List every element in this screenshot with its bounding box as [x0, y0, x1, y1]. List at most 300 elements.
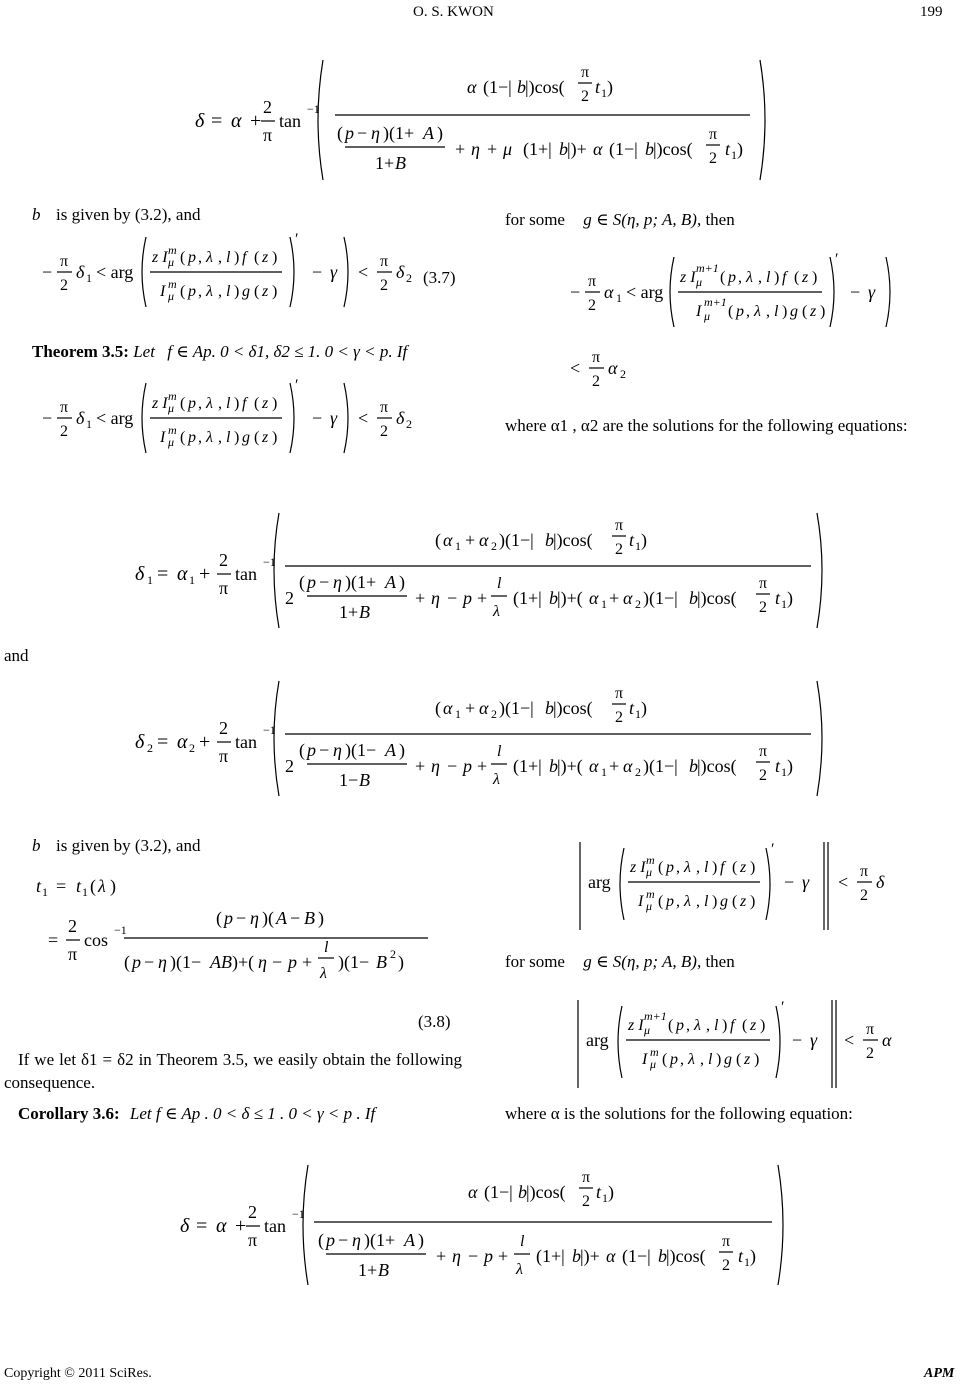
svg-text:): ): [774, 269, 780, 286]
svg-text:η: η: [258, 952, 267, 972]
theorem-3-5-label: Theorem 3.5:: [32, 342, 129, 361]
svg-text:< arg: < arg: [96, 408, 134, 428]
svg-text:)(1−|: )(1−|: [643, 588, 678, 608]
svg-text:,: ,: [198, 249, 202, 266]
svg-text:,: ,: [218, 429, 222, 446]
svg-text:α: α: [177, 563, 188, 585]
svg-text:,: ,: [686, 1017, 690, 1034]
svg-text:m+1: m+1: [704, 295, 727, 309]
svg-text:): ): [272, 395, 278, 412]
svg-text:(: (: [299, 740, 305, 760]
svg-text:α: α: [606, 1246, 616, 1266]
svg-text:m+1: m+1: [696, 261, 719, 275]
svg-text:)(1−: )(1−: [170, 952, 202, 972]
svg-text:p: p: [676, 1017, 684, 1034]
svg-text:(: (: [180, 283, 186, 300]
svg-text:b: b: [518, 1182, 527, 1202]
svg-text:λ: λ: [206, 283, 213, 300]
svg-text:−: −: [42, 408, 53, 428]
svg-text:λ: λ: [684, 893, 691, 910]
svg-text:): ): [272, 249, 278, 266]
svg-text:+: +: [477, 756, 488, 776]
svg-text:l: l: [497, 743, 502, 760]
class-membership-2: g ∈ S(η, p; A, B): [583, 952, 697, 971]
svg-text:+: +: [302, 952, 313, 972]
svg-text:(: (: [794, 269, 800, 286]
svg-text:g: g: [242, 283, 250, 300]
svg-text:π: π: [709, 126, 718, 143]
svg-text:λ: λ: [516, 1261, 523, 1278]
svg-text:(1+|: (1+|: [536, 1246, 565, 1266]
svg-text:tan: tan: [235, 732, 257, 752]
svg-text:′: ′: [835, 251, 839, 268]
for-some-line-1: [505, 210, 735, 230]
svg-text:t: t: [738, 1246, 744, 1266]
svg-text:1+: 1+: [358, 1260, 378, 1280]
svg-text:μ: μ: [168, 401, 175, 415]
svg-text:l: l: [497, 575, 502, 592]
svg-text:μ: μ: [650, 1057, 657, 1071]
svg-text:,: ,: [758, 269, 762, 286]
svg-text:α: α: [479, 530, 489, 550]
svg-text:α: α: [623, 588, 633, 608]
svg-text:α: α: [882, 1030, 892, 1050]
svg-text:): ): [272, 283, 278, 300]
svg-text:2: 2: [380, 277, 388, 294]
svg-text:π: π: [248, 1230, 258, 1250]
svg-text:p: p: [463, 588, 472, 608]
svg-text:b: b: [549, 588, 558, 608]
svg-text:g: g: [724, 1051, 732, 1068]
svg-text:μ: μ: [168, 289, 175, 303]
svg-text:2: 2: [581, 88, 589, 105]
svg-text:z: z: [740, 893, 747, 910]
footer-copyright: Copyright © 2011 SciRes.: [4, 1366, 152, 1381]
svg-text:−: −: [272, 952, 283, 972]
svg-text:B: B: [378, 1260, 389, 1280]
svg-text:+: +: [235, 1215, 247, 1237]
svg-text:π: π: [592, 349, 601, 366]
svg-text:λ: λ: [754, 303, 761, 320]
svg-text:): ): [110, 876, 116, 896]
svg-text:)(1−: )(1−: [338, 952, 370, 972]
svg-text:2: 2: [582, 1193, 590, 1210]
svg-text:B: B: [359, 602, 370, 622]
svg-text:+: +: [465, 530, 476, 550]
then-text-2: , then: [696, 952, 735, 971]
for-some-text-1: for some: [505, 210, 565, 229]
svg-text:−1: −1: [292, 1207, 305, 1221]
svg-text:2: 2: [285, 756, 294, 776]
svg-text:′: ′: [295, 377, 299, 394]
svg-text:,: ,: [218, 249, 222, 266]
svg-text:−1: −1: [263, 555, 276, 569]
svg-text:=: =: [48, 930, 59, 950]
svg-text:2: 2: [189, 741, 195, 755]
svg-text:+: +: [415, 588, 426, 608]
svg-text:δ: δ: [876, 872, 885, 892]
svg-text:tan: tan: [235, 564, 257, 584]
svg-text:η: η: [352, 1230, 361, 1250]
svg-text:−: −: [42, 262, 53, 282]
svg-text:−: −: [447, 588, 458, 608]
svg-text:π: π: [380, 253, 389, 270]
svg-text:π: π: [582, 1169, 591, 1186]
svg-text:< arg: < arg: [626, 282, 664, 302]
svg-text:A: A: [385, 572, 396, 592]
svg-text:2: 2: [615, 541, 623, 558]
equation-delta-1: [135, 508, 835, 633]
svg-text:,: ,: [700, 1051, 704, 1068]
svg-text:λ: λ: [493, 771, 500, 788]
theorem-3-5-let: Let: [133, 342, 155, 361]
b-given-text-1: is given by (3.2), and: [56, 205, 201, 224]
svg-text:2: 2: [248, 1202, 257, 1222]
svg-text:=: =: [56, 876, 67, 896]
svg-text:z: z: [744, 1051, 751, 1068]
equation-delta-2: [135, 676, 835, 801]
svg-text:): ): [234, 283, 240, 300]
svg-text:,: ,: [766, 303, 770, 320]
svg-text:l: l: [324, 939, 329, 956]
svg-text:A: A: [423, 123, 434, 143]
svg-text:1: 1: [635, 539, 641, 553]
svg-text:−1: −1: [263, 723, 276, 737]
svg-text:1: 1: [455, 707, 461, 721]
svg-text:f: f: [242, 249, 247, 266]
svg-text:p: p: [736, 303, 744, 320]
svg-text:t: t: [596, 1182, 602, 1202]
svg-text:,: ,: [696, 859, 700, 876]
then-text-1: , then: [696, 210, 735, 229]
svg-text:2: 2: [588, 297, 596, 314]
svg-text:′: ′: [781, 999, 785, 1016]
svg-text:(: (: [180, 249, 186, 266]
svg-text:)(1+: )(1+: [345, 572, 377, 592]
svg-text:(1−|: (1−|: [609, 139, 638, 159]
svg-text:μ: μ: [644, 1023, 651, 1037]
svg-text:t: t: [775, 588, 781, 608]
theorem-3-5-line: [32, 342, 407, 362]
svg-text:−: −: [792, 1030, 803, 1050]
svg-text:(: (: [732, 859, 738, 876]
svg-text:μ: μ: [168, 255, 175, 269]
svg-text:,: ,: [218, 283, 222, 300]
svg-text:(1+|: (1+|: [513, 756, 542, 776]
svg-text:p: p: [326, 1230, 335, 1250]
svg-text:−: −: [850, 282, 861, 302]
svg-text:π: π: [759, 575, 768, 592]
svg-text:b: b: [689, 588, 698, 608]
svg-text:1+: 1+: [375, 153, 395, 173]
svg-text:|)+(: |)+(: [557, 588, 583, 608]
svg-text:l: l: [226, 395, 231, 412]
equation-3-8: [36, 868, 476, 988]
svg-text:α: α: [216, 1215, 227, 1237]
svg-text:=: =: [157, 731, 169, 753]
svg-text:π: π: [60, 399, 69, 416]
svg-text:α: α: [593, 139, 603, 159]
svg-text:b: b: [658, 1246, 667, 1266]
svg-text:l: l: [520, 1233, 525, 1250]
svg-text:(1−|: (1−|: [483, 77, 512, 97]
svg-text:< arg: < arg: [96, 262, 134, 282]
svg-text:m: m: [168, 389, 177, 403]
svg-text:p: p: [670, 1051, 678, 1068]
svg-text:I: I: [638, 893, 644, 910]
svg-text:(: (: [802, 303, 808, 320]
svg-text:,: ,: [198, 283, 202, 300]
svg-text:2: 2: [759, 767, 767, 784]
svg-text:|)cos(: |)cos(: [697, 588, 737, 608]
svg-text:|)+(: |)+(: [557, 756, 583, 776]
svg-text:): ): [787, 756, 793, 776]
svg-text:(: (: [736, 1051, 742, 1068]
equation-3-7: [42, 232, 462, 312]
svg-text:2: 2: [68, 916, 77, 936]
svg-text:−: −: [290, 908, 301, 928]
svg-text:(: (: [180, 429, 186, 446]
svg-text:1: 1: [86, 271, 92, 285]
svg-text:(: (: [742, 1017, 748, 1034]
svg-text:π: π: [866, 1021, 875, 1038]
svg-text:δ: δ: [135, 731, 145, 753]
svg-text:l: l: [226, 429, 231, 446]
svg-text:)(1−|: )(1−|: [499, 530, 534, 550]
svg-text:B: B: [304, 908, 315, 928]
svg-text:p: p: [666, 859, 674, 876]
svg-text:): ): [234, 429, 240, 446]
svg-text:μ: μ: [168, 435, 175, 449]
svg-text:η: η: [250, 908, 259, 928]
svg-text:−1: −1: [307, 102, 320, 116]
svg-text:+: +: [465, 698, 476, 718]
svg-text:,: ,: [680, 1051, 684, 1068]
svg-text:,: ,: [706, 1017, 710, 1034]
svg-text:2: 2: [60, 423, 68, 440]
svg-text:p: p: [484, 1246, 493, 1266]
svg-text:tan: tan: [264, 1216, 286, 1236]
svg-text:α: α: [623, 756, 633, 776]
svg-text:p: p: [666, 893, 674, 910]
svg-text:η: η: [371, 123, 380, 143]
where-alpha-single-text: where α is the solutions for the following equation:: [505, 1104, 853, 1123]
svg-text:|)cos(: |)cos(: [653, 139, 693, 159]
svg-text:1: 1: [602, 1191, 608, 1205]
svg-text:(: (: [435, 698, 441, 718]
svg-text:2: 2: [406, 417, 412, 431]
svg-text:+: +: [477, 588, 488, 608]
svg-text:): ): [782, 303, 788, 320]
svg-text:1: 1: [86, 417, 92, 431]
svg-text:l: l: [226, 283, 231, 300]
svg-text:A: A: [385, 740, 396, 760]
svg-text:): ): [607, 77, 613, 97]
svg-text:l: l: [774, 303, 779, 320]
svg-text:z: z: [810, 303, 817, 320]
svg-text:π: π: [219, 578, 229, 598]
svg-text:α: α: [604, 282, 614, 302]
svg-text:|)cos(: |)cos(: [526, 1182, 566, 1202]
svg-text:(: (: [720, 269, 726, 286]
svg-text:δ: δ: [76, 262, 85, 282]
equation-delta-top: [195, 55, 775, 185]
svg-text:,: ,: [738, 269, 742, 286]
svg-text:μ: μ: [646, 865, 653, 879]
svg-text:π: π: [60, 253, 69, 270]
svg-text:2: 2: [285, 588, 294, 608]
svg-text:): ): [737, 139, 743, 159]
svg-text:I: I: [642, 1051, 648, 1068]
svg-text:p: p: [463, 756, 472, 776]
svg-text:η: η: [452, 1246, 461, 1266]
svg-text:λ: λ: [98, 876, 106, 896]
svg-text:2: 2: [390, 947, 396, 961]
svg-text:m+1: m+1: [644, 1009, 667, 1023]
equation-number-3-7: (3.7): [423, 268, 456, 287]
svg-text:μ: μ: [646, 899, 653, 913]
svg-text:+: +: [250, 110, 262, 132]
svg-text:+: +: [609, 588, 620, 608]
svg-text:−: −: [312, 262, 323, 282]
svg-text:2: 2: [866, 1045, 874, 1062]
svg-text:2: 2: [60, 277, 68, 294]
svg-text:1: 1: [455, 539, 461, 553]
svg-text:2: 2: [709, 150, 717, 167]
svg-text:1: 1: [82, 885, 88, 899]
footer-journal: APM: [924, 1366, 955, 1381]
running-head-author: O. S. KWON: [413, 4, 494, 20]
svg-text:2: 2: [263, 97, 272, 117]
svg-text:z I: z I: [628, 1017, 644, 1034]
svg-text:δ: δ: [180, 1215, 190, 1237]
svg-text:m: m: [168, 277, 177, 291]
svg-text:): ): [398, 952, 404, 972]
svg-text:)+(: )+(: [232, 952, 255, 972]
svg-text:′: ′: [771, 841, 775, 858]
svg-text:): ): [272, 429, 278, 446]
svg-text:γ: γ: [802, 872, 810, 892]
svg-text:): ): [234, 249, 240, 266]
svg-text:p: p: [188, 249, 196, 266]
equation-corollary-result: [576, 994, 906, 1094]
theorem-3-5-conditions: f ∈ Ap. 0 < δ1, δ2 ≤ 1. 0 < γ < p. If: [167, 342, 408, 361]
svg-text:η: η: [431, 756, 440, 776]
svg-text:α: α: [479, 698, 489, 718]
svg-text:arg: arg: [586, 1030, 609, 1050]
b-given-text-2: is given by (3.2), and: [56, 836, 201, 855]
for-some-text-2: for some: [505, 952, 565, 971]
svg-text:(: (: [658, 893, 664, 910]
svg-text:): ): [608, 1182, 614, 1202]
svg-text:δ: δ: [396, 262, 405, 282]
equation-number-3-8: (3.8): [418, 1012, 451, 1031]
svg-text:2: 2: [219, 718, 228, 738]
svg-text:λ: λ: [206, 429, 213, 446]
svg-text:I: I: [160, 283, 166, 300]
svg-text:b: b: [517, 77, 526, 97]
svg-text:π: π: [722, 1233, 731, 1250]
svg-text:b: b: [572, 1246, 581, 1266]
svg-text:t: t: [725, 139, 731, 159]
svg-text:−1: −1: [114, 923, 127, 937]
svg-text:−: −: [319, 572, 330, 592]
svg-text:)(1−|: )(1−|: [499, 698, 534, 718]
svg-text:(: (: [254, 283, 260, 300]
svg-text:(: (: [254, 249, 260, 266]
svg-text:λ: λ: [746, 269, 753, 286]
class-membership-1: g ∈ S(η, p; A, B): [583, 210, 697, 229]
svg-text:(: (: [180, 395, 186, 412]
svg-text:η: η: [158, 952, 167, 972]
svg-text:): ): [760, 1017, 766, 1034]
svg-text:2: 2: [860, 887, 868, 904]
svg-text:p: p: [307, 740, 316, 760]
svg-text:+: +: [609, 756, 620, 776]
svg-text:): ): [418, 1230, 424, 1250]
svg-text:1: 1: [635, 707, 641, 721]
svg-text:−: −: [468, 1246, 479, 1266]
svg-text:p: p: [288, 952, 297, 972]
svg-text:m: m: [646, 853, 655, 867]
svg-text:t: t: [629, 530, 635, 550]
svg-text:2: 2: [722, 1257, 730, 1274]
svg-text:z: z: [740, 859, 747, 876]
svg-text:γ: γ: [330, 262, 338, 282]
svg-text:,: ,: [218, 395, 222, 412]
svg-text:1: 1: [731, 148, 737, 162]
svg-text:): ): [712, 893, 718, 910]
svg-text:A: A: [276, 908, 287, 928]
svg-text:1: 1: [601, 765, 607, 779]
svg-text:η: η: [333, 572, 342, 592]
svg-text:2: 2: [380, 423, 388, 440]
svg-text:|)cos(: |)cos(: [553, 530, 593, 550]
svg-text:t: t: [629, 698, 635, 718]
svg-text:): ): [712, 859, 718, 876]
svg-text:B: B: [359, 770, 370, 790]
svg-text:−: −: [144, 952, 155, 972]
svg-text:|)cos(: |)cos(: [697, 756, 737, 776]
svg-text:(1−|: (1−|: [622, 1246, 651, 1266]
and-text: and: [4, 646, 29, 665]
svg-text:η: η: [333, 740, 342, 760]
svg-text:p: p: [188, 429, 196, 446]
svg-text:π: π: [263, 125, 273, 145]
svg-text:z: z: [262, 429, 269, 446]
svg-text:(1+|: (1+|: [523, 139, 552, 159]
svg-text:1: 1: [601, 86, 607, 100]
svg-text:): ): [750, 859, 756, 876]
svg-text:): ): [641, 530, 647, 550]
svg-text:2: 2: [615, 709, 623, 726]
svg-text:B: B: [376, 952, 387, 972]
svg-text:γ: γ: [810, 1030, 818, 1050]
svg-text:α: α: [589, 588, 599, 608]
svg-text:|)cos(: |)cos(: [525, 77, 565, 97]
svg-text:α: α: [467, 77, 477, 97]
svg-text:z: z: [262, 283, 269, 300]
svg-text:m: m: [646, 887, 655, 901]
svg-text:μ: μ: [704, 309, 711, 323]
svg-text:b: b: [549, 756, 558, 776]
b-symbol: b: [32, 205, 41, 224]
svg-text:(: (: [318, 1230, 324, 1250]
svg-text:1: 1: [42, 885, 48, 899]
svg-text:,: ,: [696, 893, 700, 910]
svg-text:1: 1: [781, 597, 787, 611]
svg-text:π: π: [860, 863, 869, 880]
